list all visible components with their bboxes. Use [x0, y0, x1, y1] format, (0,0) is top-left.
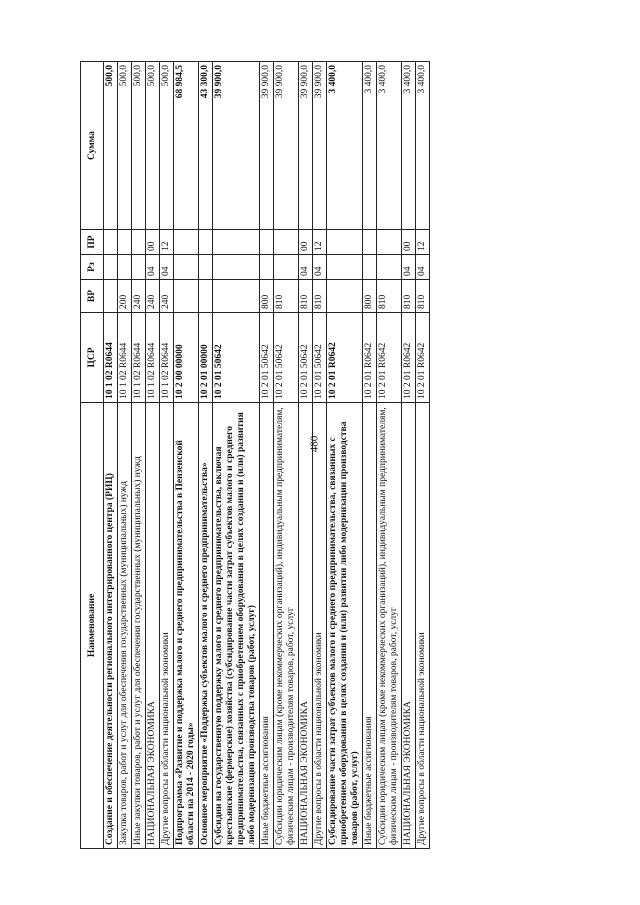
- cell-vr: [213, 280, 260, 313]
- header-csr: ЦСР: [81, 313, 104, 403]
- cell-name: Другие вопросы в области национальной экономики: [416, 403, 430, 849]
- cell-sum: 3 400,0: [416, 62, 430, 230]
- cell-csr: 10 2 01 50642: [299, 313, 313, 403]
- table-row: [274, 62, 299, 849]
- table-row: [146, 62, 160, 849]
- table-row: [327, 62, 363, 849]
- cell-name: Закупка товаров, работ и услуг для обеспечения государственных (муниципальных) нужд: [118, 403, 132, 849]
- budget-table: [80, 61, 430, 849]
- cell-sum: 43 300,0: [199, 62, 213, 230]
- cell-sum: 500,0: [146, 62, 160, 230]
- cell-pr: [199, 230, 213, 255]
- cell-pr: [213, 230, 260, 255]
- cell-name: Иные бюджетные ассигнования: [260, 403, 274, 849]
- cell-vr: 810: [313, 280, 327, 313]
- cell-pr: [174, 230, 199, 255]
- cell-rz: 04: [146, 255, 160, 280]
- cell-pr: [104, 230, 118, 255]
- cell-name: НАЦИОНАЛЬНАЯ ЭКОНОМИКА: [299, 403, 313, 849]
- cell-pr: 12: [313, 230, 327, 255]
- table-row: [174, 62, 199, 849]
- cell-sum: 500,0: [132, 62, 146, 230]
- cell-csr: 10 2 00 00000: [174, 313, 199, 403]
- cell-sum: 39 900,0: [313, 62, 327, 230]
- cell-rz: [174, 255, 199, 280]
- cell-sum: 500,0: [118, 62, 132, 230]
- cell-csr: 10 2 01 50642: [274, 313, 299, 403]
- cell-vr: [174, 280, 199, 313]
- cell-vr: 810: [299, 280, 313, 313]
- cell-pr: [327, 230, 363, 255]
- header-sum: Сумма: [81, 62, 104, 230]
- cell-rz: [327, 255, 363, 280]
- cell-name: Подпрограмма «Развитие и поддержка малого и среднего предпринимательства в Пензенской области на 2014 - 2020 годы»: [174, 403, 199, 849]
- cell-csr: 10 2 01 50642: [213, 313, 260, 403]
- cell-csr: 10 2 01 R0642: [402, 313, 416, 403]
- cell-csr: 10 2 01 R0642: [327, 313, 363, 403]
- cell-name: НАЦИОНАЛЬНАЯ ЭКОНОМИКА: [146, 403, 160, 849]
- cell-sum: 3 400,0: [377, 62, 402, 230]
- cell-rz: [363, 255, 377, 280]
- cell-pr: [377, 230, 402, 255]
- cell-vr: 240: [132, 280, 146, 313]
- cell-vr: 240: [146, 280, 160, 313]
- cell-name: Другие вопросы в области национальной экономики: [160, 403, 174, 849]
- cell-vr: 800: [260, 280, 274, 313]
- cell-rz: 04: [416, 255, 430, 280]
- cell-name: Субсидии юридическим лицам (кроме некоммерческих организаций), индивидуальным предпринимателям, физическим лицам - производителям товаров, работ, услуг: [274, 403, 299, 849]
- table-row: [416, 62, 430, 849]
- cell-pr: 12: [160, 230, 174, 255]
- cell-sum: 3 400,0: [327, 62, 363, 230]
- cell-csr: 10 2 01 R0642: [377, 313, 402, 403]
- table-row: [363, 62, 377, 849]
- cell-name: Иные бюджетные ассигнования: [363, 403, 377, 849]
- cell-sum: 39 900,0: [299, 62, 313, 230]
- cell-vr: [327, 280, 363, 313]
- cell-pr: [260, 230, 274, 255]
- cell-rz: [260, 255, 274, 280]
- cell-sum: 39 900,0: [274, 62, 299, 230]
- header-name: Наименование: [81, 403, 104, 849]
- cell-csr: 10 1 02 R0644: [118, 313, 132, 403]
- cell-pr: [118, 230, 132, 255]
- cell-pr: [363, 230, 377, 255]
- cell-rz: [104, 255, 118, 280]
- cell-rz: [377, 255, 402, 280]
- cell-pr: [132, 230, 146, 255]
- table-row: [160, 62, 174, 849]
- cell-rz: 04: [402, 255, 416, 280]
- cell-csr: 10 2 01 50642: [260, 313, 274, 403]
- table-body: [104, 62, 430, 849]
- cell-csr: 10 1 02 R0644: [132, 313, 146, 403]
- cell-csr: 10 1 02 R0644: [160, 313, 174, 403]
- cell-pr: 00: [299, 230, 313, 255]
- cell-rz: 04: [313, 255, 327, 280]
- cell-vr: 810: [402, 280, 416, 313]
- cell-pr: 00: [402, 230, 416, 255]
- cell-rz: [118, 255, 132, 280]
- rotated-page-content: [80, 62, 530, 849]
- page-number: 480: [308, 435, 321, 453]
- cell-rz: [199, 255, 213, 280]
- cell-name: Создание и обеспечение деятельности регионального интегрированного центра (РИЦ): [104, 403, 118, 849]
- table-row: [199, 62, 213, 849]
- cell-sum: 500,0: [104, 62, 118, 230]
- cell-sum: 500,0: [160, 62, 174, 230]
- table-row: [377, 62, 402, 849]
- table-row: [299, 62, 313, 849]
- cell-name: Субсидирование части затрат субъектов малого и среднего предпринимательства, связанных с приобретением оборудования в целях создания и (или) развития либо модернизации производства товаров (работ, услуг): [327, 403, 363, 849]
- cell-csr: 10 1 02 R0644: [146, 313, 160, 403]
- cell-name: Субсидии юридическим лицам (кроме некоммерческих организаций), индивидуальным предпринимателям, физическим лицам - производителям товаров, работ, услуг: [377, 403, 402, 849]
- cell-name: Иные закупки товаров, работ и услуг для обеспечения государственных (муниципальных) нужд: [132, 403, 146, 849]
- cell-vr: 800: [363, 280, 377, 313]
- cell-pr: 12: [416, 230, 430, 255]
- cell-vr: 200: [118, 280, 132, 313]
- cell-vr: [104, 280, 118, 313]
- cell-pr: 00: [146, 230, 160, 255]
- table-header-row: [81, 62, 104, 849]
- cell-csr: 10 2 01 R0642: [416, 313, 430, 403]
- cell-vr: 810: [274, 280, 299, 313]
- cell-name: Субсидии на государственную поддержку малого и среднего предпринимательства, включая крестьянские (фермерские) хозяйства (субсидирование части затрат субъектов малого и среднего предпринимательства, связанных с приобретением оборудования в целях создания и (или) развития либо модернизации производства товаров (работ, услуг): [213, 403, 260, 849]
- header-rz: Рз: [81, 255, 104, 280]
- cell-name: НАЦИОНАЛЬНАЯ ЭКОНОМИКА: [402, 403, 416, 849]
- cell-sum: 68 984,5: [174, 62, 199, 230]
- cell-vr: [199, 280, 213, 313]
- cell-csr: 10 2 01 50642: [313, 313, 327, 403]
- header-vr: ВР: [81, 280, 104, 313]
- table-row: [260, 62, 274, 849]
- cell-vr: 240: [160, 280, 174, 313]
- table-row: [402, 62, 416, 849]
- table-row: [132, 62, 146, 849]
- table-row: [313, 62, 327, 849]
- cell-rz: [213, 255, 260, 280]
- cell-pr: [274, 230, 299, 255]
- cell-vr: 810: [416, 280, 430, 313]
- table-row: [213, 62, 260, 849]
- cell-sum: 39 900,0: [213, 62, 260, 230]
- cell-sum: 39 900,0: [260, 62, 274, 230]
- table-row: [104, 62, 118, 849]
- cell-rz: 04: [160, 255, 174, 280]
- cell-rz: [132, 255, 146, 280]
- cell-rz: [274, 255, 299, 280]
- cell-vr: 810: [377, 280, 402, 313]
- cell-csr: 10 2 01 R0642: [363, 313, 377, 403]
- cell-csr: 10 2 01 00000: [199, 313, 213, 403]
- cell-csr: 10 1 02 R0644: [104, 313, 118, 403]
- cell-name: Основное мероприятие «Поддержка субъектов малого и среднего предпринимательства»: [199, 403, 213, 849]
- cell-rz: 04: [299, 255, 313, 280]
- cell-name: Другие вопросы в области национальной экономики: [313, 403, 327, 849]
- header-pr: ПР: [81, 230, 104, 255]
- cell-sum: 3 400,0: [363, 62, 377, 230]
- table-row: [118, 62, 132, 849]
- cell-sum: 3 400,0: [402, 62, 416, 230]
